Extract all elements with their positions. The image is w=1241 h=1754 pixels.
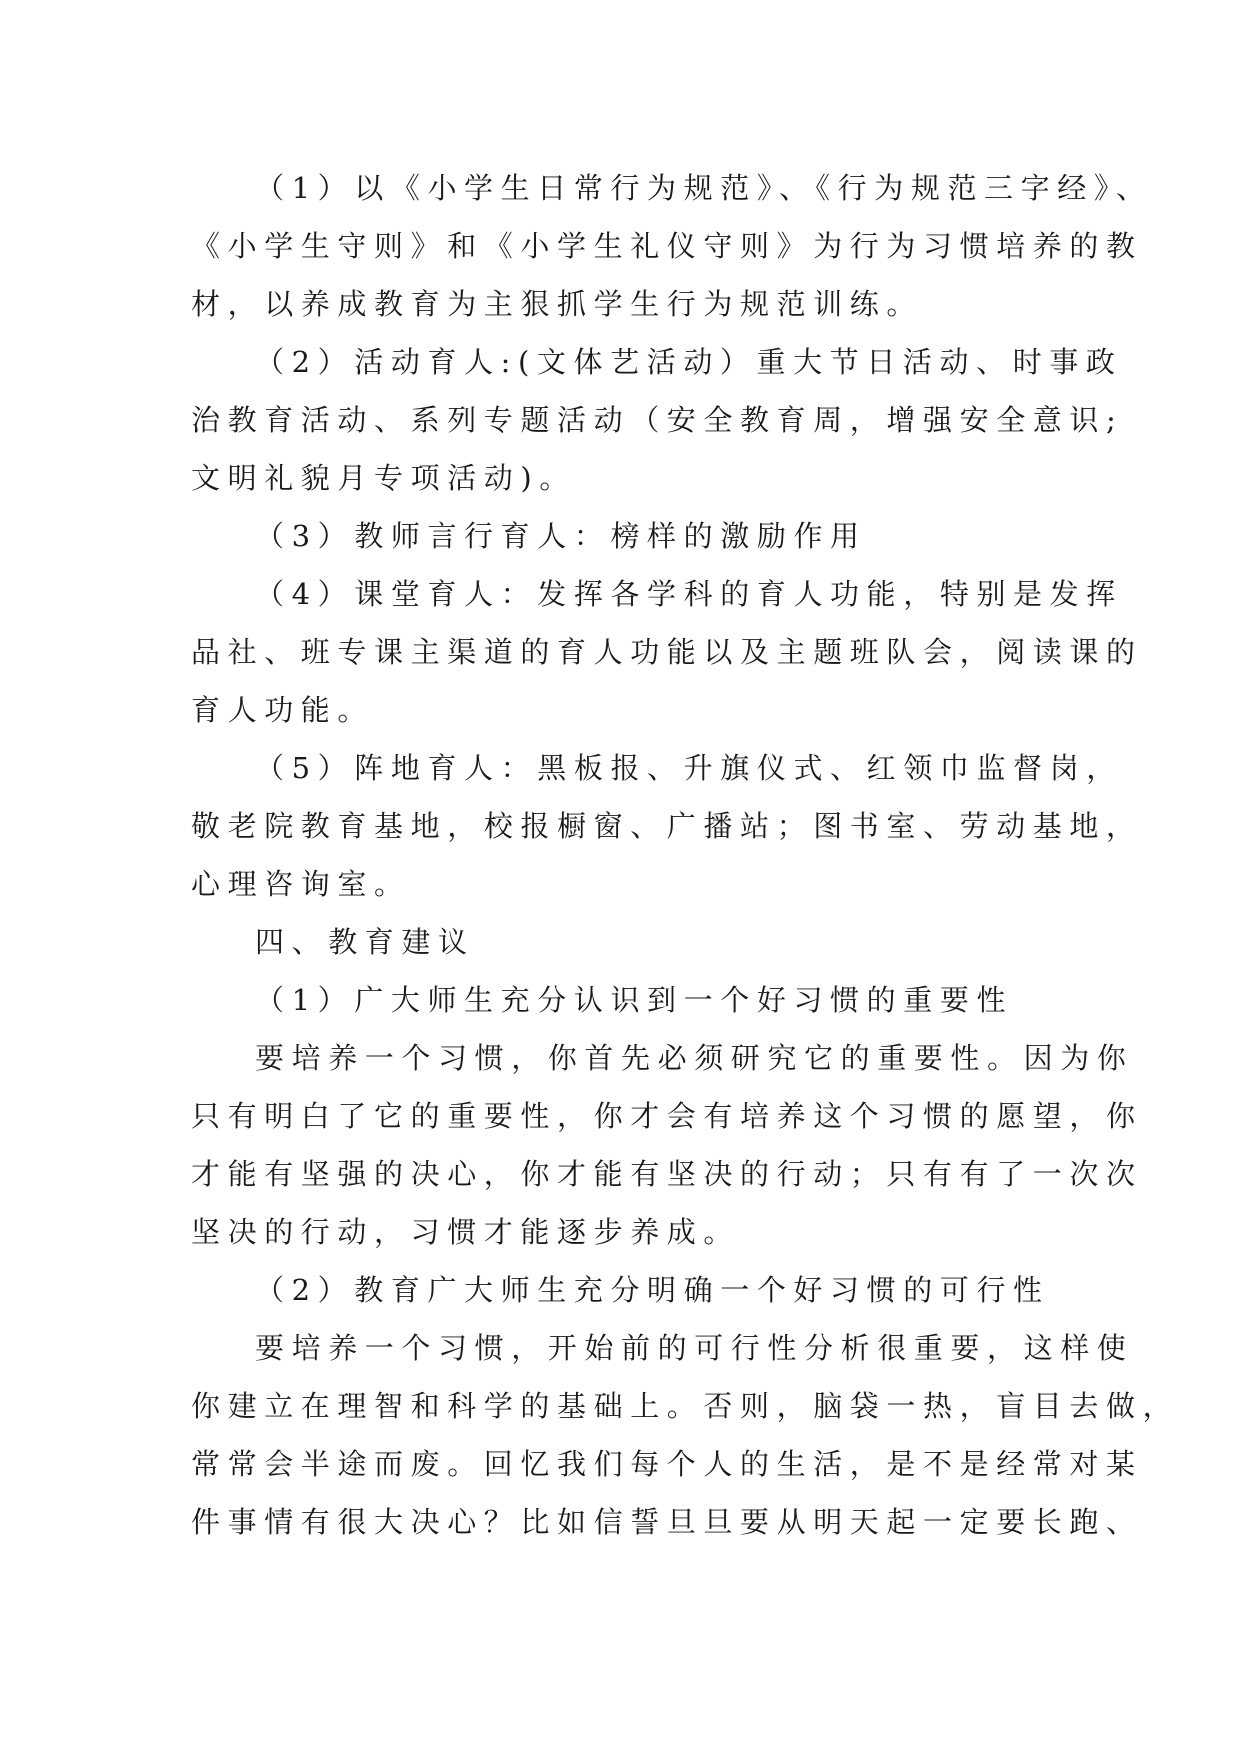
subheading-2: （2）教育广大师生充分明确一个好习惯的可行性	[255, 1273, 1050, 1307]
paragraph-2-line-2: 治教育活动、系列专题活动（安全教育周，增强安全意识;	[191, 403, 1124, 437]
paragraph-6-line-4: 坚决的行动，习惯才能逐步养成。	[191, 1215, 741, 1249]
paragraph-7-line-4: 件事情有很大决心？比如信誓旦旦要从明天起一定要长跑、	[191, 1505, 1143, 1539]
paragraph-7-line-3: 常常会半途而废。回忆我们每个人的生活，是不是经常对某	[191, 1447, 1143, 1481]
paragraph-3-line-1: （3）教师言行育人：榜样的激励作用	[255, 519, 867, 553]
paragraph-5-line-1: （5）阵地育人：黑板报、升旗仪式、红领巾监督岗，	[255, 751, 1123, 785]
paragraph-7-line-1: 要培养一个习惯，开始前的可行性分析很重要，这样使	[255, 1331, 1134, 1365]
paragraph-5-line-3: 心理咨询室。	[191, 867, 411, 901]
paragraph-4-line-2: 品社、班专课主渠道的育人功能以及主题班队会，阅读课的	[191, 635, 1143, 669]
subheading-1: （1）广大师生充分认识到一个好习惯的重要性	[255, 983, 1014, 1017]
paragraph-2-line-1: （2）活动育人:(文体艺活动）重大节日活动、时事政	[255, 345, 1123, 379]
paragraph-4-line-3: 育人功能。	[191, 693, 375, 727]
paragraph-7-line-2: 你建立在理智和科学的基础上。否则，脑袋一热，盲目去做，	[191, 1389, 1180, 1423]
paragraph-1-line-3: 材，以养成教育为主狠抓学生行为规范训练。	[191, 287, 924, 321]
section-heading: 四、教育建议	[255, 925, 475, 959]
paragraph-6-line-1: 要培养一个习惯，你首先必须研究它的重要性。因为你	[255, 1041, 1134, 1075]
paragraph-6-line-2: 只有明白了它的重要性，你才会有培养这个习惯的愿望，你	[191, 1099, 1143, 1133]
paragraph-1-line-1: （1）以《小学生日常行为规范》、《行为规范三字经》、	[255, 171, 1153, 205]
paragraph-1-line-2: 《小学生守则》和《小学生礼仪守则》为行为习惯培养的教	[191, 229, 1143, 263]
paragraph-5-line-2: 敬老院教育基地，校报橱窗、广播站；图书室、劳动基地，	[191, 809, 1143, 843]
paragraph-6-line-3: 才能有坚强的决心，你才能有坚决的行动；只有有了一次次	[191, 1157, 1143, 1191]
paragraph-2-line-3: 文明礼貌月专项活动)。	[191, 461, 576, 495]
paragraph-4-line-1: （4）课堂育人：发挥各学科的育人功能，特别是发挥	[255, 577, 1123, 611]
